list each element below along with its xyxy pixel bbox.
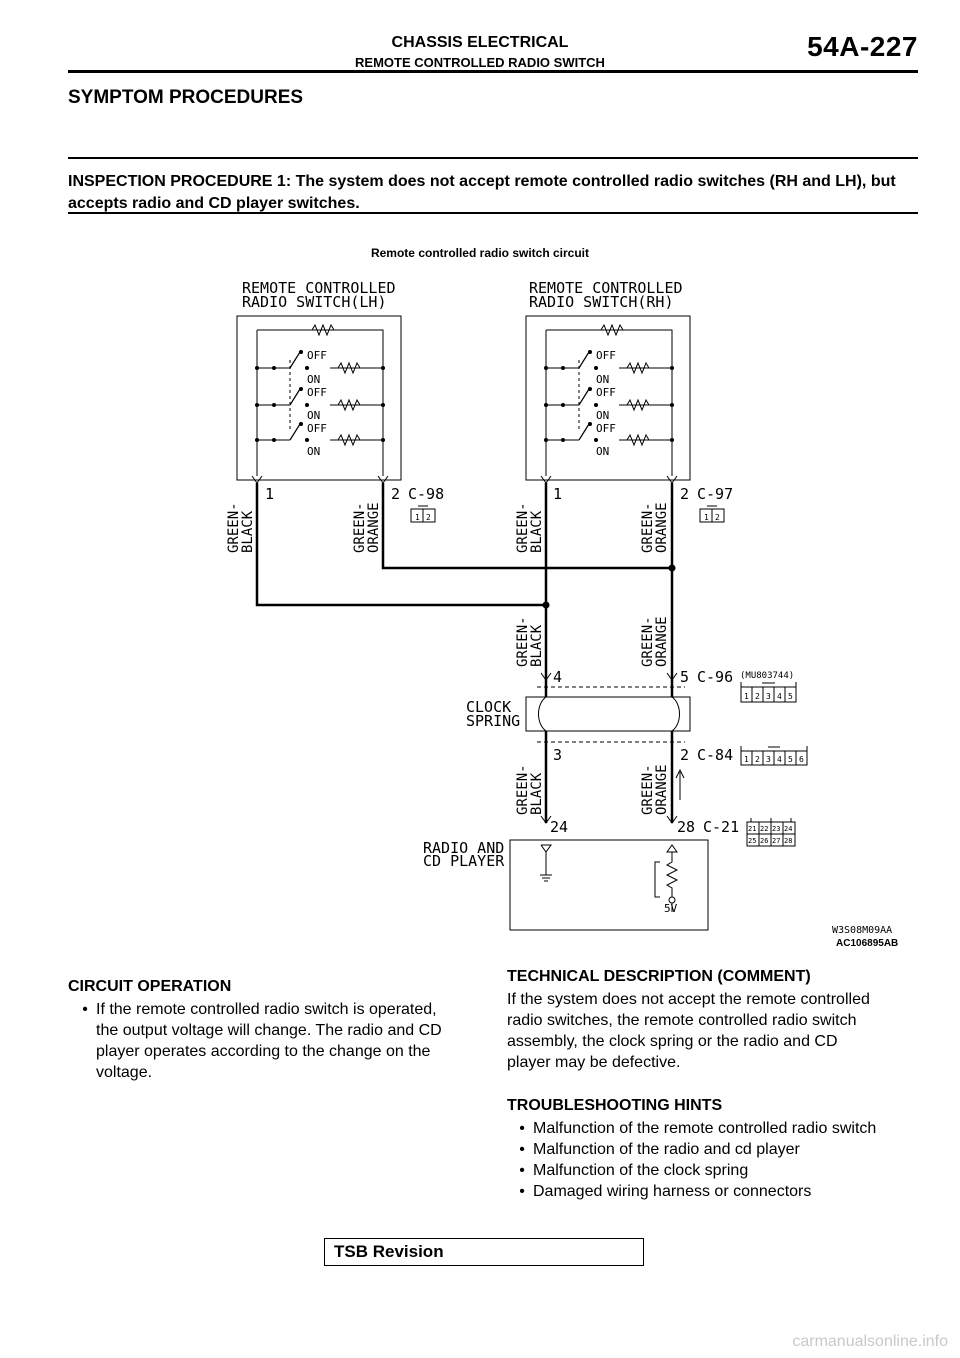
lh-on-3: ON [307,445,321,458]
c96-cell-3: 3 [766,692,771,701]
troubleshooting-hints-heading: TROUBLESHOOTING HINTS [507,1097,723,1114]
clock-spring-label-1: CLOCK [466,698,512,716]
hint-text: Malfunction of the radio and cd player [533,1141,800,1158]
rh-off-3: OFF [596,422,616,435]
lh-switch-label-1: REMOTE CONTROLLED [242,279,396,297]
lh-off-2: OFF [307,386,327,399]
low-wire-green-black-2: BLACK [529,772,545,815]
technical-description-body [507,989,922,1073]
lh-pin-2: 2 [391,485,401,503]
hint-item [511,1160,748,1181]
lh-off-3: OFF [307,422,327,435]
drawing-code: W3S08M09AA [832,925,893,936]
rh-on-2: ON [596,409,610,422]
c96-cell-1: 1 [744,692,749,701]
lh-wire-green-orange-2: ORANGE [366,502,382,553]
watermark[interactable]: carmanualsonline.info [792,1333,948,1350]
hint-item [511,1139,800,1160]
clock-pin-4: 4 [553,668,563,686]
mid-wire-green-black-2: BLACK [529,624,545,667]
c21-cell-26: 26 [760,837,769,845]
c84-cell-3: 3 [766,755,771,764]
c97-cell-1: 1 [704,513,709,522]
lh-on-2: ON [307,409,321,422]
rh-pin-1: 1 [553,485,563,503]
mid-wire-green-black-1: GREEN- [515,616,531,667]
hint-text: Malfunction of the clock spring [533,1162,749,1179]
circuit-operation-heading: CIRCUIT OPERATION [68,978,232,995]
c96-cell-5: 5 [788,692,793,701]
connector-c98: C-98 [408,485,445,503]
inspection-procedure-heading: INSPECTION PROCEDURE 1: The system does not accept remote controlled radio switches (RH and LH), but accepts radio and CD player switches. [68,173,896,212]
circuit-operation-line: voltage. [96,1064,153,1081]
c21-cell-21: 21 [748,825,757,833]
bullet-icon: • [519,1141,525,1158]
figure-id: AC106895AB [836,938,899,949]
bullet-icon: • [519,1162,525,1179]
bullet-icon: • [519,1183,525,1200]
circuit-operation-line: If the remote controlled radio switch is operated, [96,1001,437,1018]
hint-item [511,1181,811,1202]
technical-description-heading: TECHNICAL DESCRIPTION (COMMENT) [507,968,811,985]
voltage-label: 5V [664,902,678,915]
hint-text: Malfunction of the remote controlled radio switch [533,1120,877,1137]
c21-cell-28: 28 [784,837,793,845]
lh-switch-label-2: RADIO SWITCH(LH) [242,293,387,311]
circuit-operation-line: the output voltage will change. The radio and CD [96,1022,442,1039]
c98-cell-1: 1 [415,513,420,522]
c96-cell-4: 4 [777,692,782,701]
connector-c21: C-21 [703,818,740,836]
lh-wire-green-orange-1: GREEN- [352,502,368,553]
rh-pin-2: 2 [680,485,690,503]
mid-wire-green-orange-2: ORANGE [654,616,670,667]
c84-cell-6: 6 [799,755,804,764]
radio-pin-28: 28 [677,818,696,836]
low-wire-green-orange-1: GREEN- [640,764,656,815]
c96-cell-2: 2 [755,692,760,701]
c84-cell-5: 5 [788,755,793,764]
radio-pin-24: 24 [550,818,569,836]
circuit-operation-line: player operates according to the change on the [96,1043,431,1060]
header-section-title: CHASSIS ELECTRICAL [391,34,569,51]
clock-pin-2: 2 [680,746,690,764]
rh-on-3: ON [596,445,610,458]
radio-label-1: RADIO AND [423,839,505,857]
c84-cell-4: 4 [777,755,782,764]
c21-cell-25: 25 [748,837,757,845]
bullet-icon: • [82,1001,88,1018]
low-wire-green-black-1: GREEN- [515,764,531,815]
hint-item [511,1118,876,1139]
c21-cell-27: 27 [772,837,781,845]
connector-c97: C-97 [697,485,734,503]
c84-cell-2: 2 [755,755,760,764]
lh-off-1: OFF [307,349,327,362]
clock-pin-3: 3 [553,746,563,764]
hint-text: Damaged wiring harness or connectors [533,1183,812,1200]
low-wire-green-orange-2: ORANGE [654,764,670,815]
c97-cell-2: 2 [715,513,720,522]
rh-wire-green-orange-1: GREEN- [640,502,656,553]
c84-cell-1: 1 [744,755,749,764]
connector-c84: C-84 [697,746,734,764]
page-number: 54A-227 [807,31,918,62]
rh-wire-green-black-2: BLACK [529,510,545,553]
rh-off-2: OFF [596,386,616,399]
figure-caption: Remote controlled radio switch circuit [370,246,590,260]
c98-cell-2: 2 [426,513,431,522]
technical-description-line: If the system does not accept the remote controlled [507,991,870,1008]
rh-wire-green-black-1: GREEN- [515,502,531,553]
c21-cell-23: 23 [772,825,781,833]
bullet-icon: • [519,1120,525,1137]
technical-description-line: assembly, the clock spring or the radio and CD [507,1033,838,1050]
technical-description-line: radio switches, the remote controlled radio switch [507,1012,857,1029]
rh-switch-label-1: REMOTE CONTROLLED [529,279,683,297]
rh-on-1: ON [596,373,610,386]
part-number: (MU803744) [740,671,795,681]
radio-label-2: CD PLAYER [423,852,505,870]
lh-wire-green-black-1: GREEN- [226,502,242,553]
c21-cell-22: 22 [760,825,769,833]
lh-on-1: ON [307,373,321,386]
symptom-procedures-heading: SYMPTOM PROCEDURES [68,87,304,108]
rh-off-1: OFF [596,349,616,362]
connector-c96: C-96 [697,668,734,686]
lh-wire-green-black-2: BLACK [240,510,256,553]
clock-spring-label-2: SPRING [466,712,521,730]
tsb-revision-label: TSB Revision [334,1242,444,1261]
rh-switch-label-2: RADIO SWITCH(RH) [529,293,674,311]
technical-description-line: player may be defective. [507,1054,681,1071]
c21-cell-24: 24 [784,825,793,833]
rh-wire-green-orange-2: ORANGE [654,502,670,553]
circuit-operation-bullet [74,999,442,1083]
lh-pin-1: 1 [265,485,275,503]
mid-wire-green-orange-1: GREEN- [640,616,656,667]
clock-pin-5: 5 [680,668,690,686]
header-subsection-title: REMOTE CONTROLLED RADIO SWITCH [355,55,605,70]
